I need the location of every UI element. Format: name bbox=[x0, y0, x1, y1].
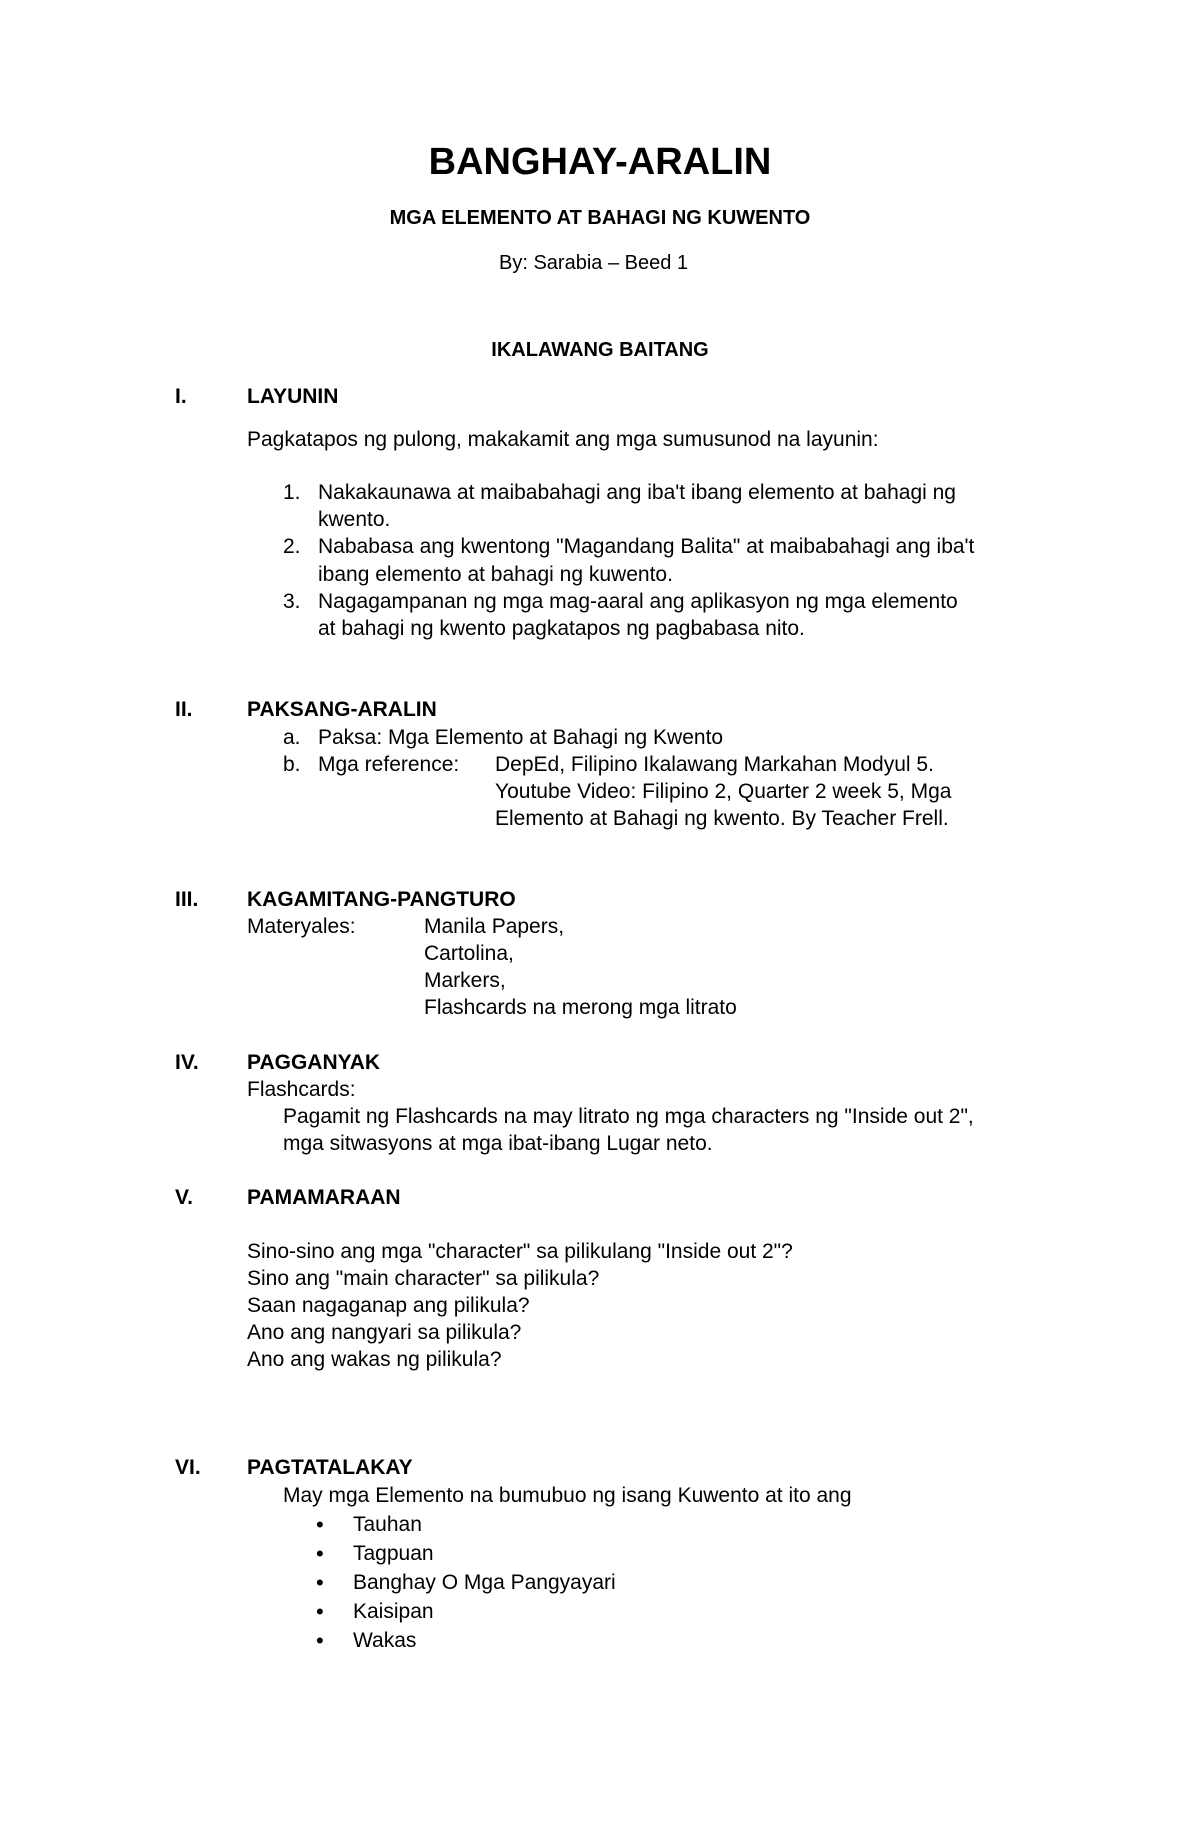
materyales-item: Cartolina, bbox=[424, 942, 514, 965]
question-line: Saan nagaganap ang pilikula? bbox=[247, 1294, 530, 1317]
question-line: Ano ang wakas ng pilikula? bbox=[247, 1348, 502, 1371]
element-item: Banghay O Mga Pangyayari bbox=[353, 1571, 616, 1594]
reference-line: DepEd, Filipino Ikalawang Markahan Modyul 5. bbox=[495, 753, 934, 776]
layunin-intro: Pagkatapos ng pulong, makakamit ang mga sumusunod na layunin: bbox=[247, 428, 879, 451]
pagtatalakay-intro: May mga Elemento na bumubuo ng isang Kuwento at ito ang bbox=[283, 1484, 852, 1507]
element-item: Tauhan bbox=[353, 1513, 422, 1536]
document-title: BANGHAY-ARALIN bbox=[428, 141, 772, 183]
list-marker: b. bbox=[283, 753, 301, 776]
section-number: V. bbox=[175, 1186, 193, 1209]
section-number: VI. bbox=[175, 1456, 201, 1479]
list-number: 2. bbox=[283, 535, 301, 558]
paksa-text: Paksa: Mga Elemento at Bahagi ng Kwento bbox=[318, 726, 724, 749]
bullet-icon: • bbox=[316, 1599, 324, 1624]
reference-label: Mga reference: bbox=[318, 753, 460, 776]
materyales-item: Manila Papers, bbox=[424, 915, 565, 938]
section-heading-kagamitang-pangturo: KAGAMITANG-PANGTURO bbox=[247, 888, 516, 911]
materyales-label: Materyales: bbox=[247, 915, 356, 938]
question-line: Ano ang nangyari sa pilikula? bbox=[247, 1321, 522, 1344]
bullet-icon: • bbox=[316, 1628, 324, 1653]
reference-line: Youtube Video: Filipino 2, Quarter 2 week 5, Mga bbox=[495, 780, 952, 803]
list-number: 3. bbox=[283, 590, 301, 613]
grade-level: IKALAWANG BAITANG bbox=[491, 339, 709, 361]
list-number: 1. bbox=[283, 481, 301, 504]
section-number: IV. bbox=[175, 1051, 199, 1074]
reference-line: Elemento at Bahagi ng kwento. By Teacher Frell. bbox=[495, 807, 949, 830]
section-heading-pagtatalakay: PAGTATALAKAY bbox=[247, 1456, 413, 1479]
element-item: Kaisipan bbox=[353, 1600, 434, 1623]
bullet-icon: • bbox=[316, 1570, 324, 1595]
flashcards-label: Flashcards: bbox=[247, 1078, 356, 1101]
section-heading-layunin: LAYUNIN bbox=[247, 385, 339, 408]
section-heading-pamamaraan: PAMAMARAAN bbox=[247, 1186, 401, 1209]
materyales-item: Markers, bbox=[424, 969, 506, 992]
list-item-text: Nagagampanan ng mga mag-aaral ang aplikasyon ng mga elemento bbox=[318, 590, 958, 613]
section-heading-paksang-aralin: PAKSANG-ARALIN bbox=[247, 698, 437, 721]
section-number: III. bbox=[175, 888, 199, 911]
section-number: II. bbox=[175, 698, 193, 721]
document-subtitle: MGA ELEMENTO AT BAHAGI NG KUWENTO bbox=[389, 207, 811, 229]
element-item: Wakas bbox=[353, 1629, 417, 1652]
question-line: Sino-sino ang mga "character" sa pilikulang "Inside out 2"? bbox=[247, 1240, 793, 1263]
materyales-item: Flashcards na merong mga litrato bbox=[424, 996, 737, 1019]
section-heading-pagganyak: PAGGANYAK bbox=[247, 1051, 381, 1074]
list-item-text: ibang elemento at bahagi ng kuwento. bbox=[318, 563, 673, 586]
pagganyak-text: Pagamit ng Flashcards na may litrato ng mga characters ng "Inside out 2", bbox=[283, 1105, 974, 1128]
list-item-text: at bahagi ng kwento pagkatapos ng pagbabasa nito. bbox=[318, 617, 805, 640]
element-item: Tagpuan bbox=[353, 1542, 434, 1565]
bullet-icon: • bbox=[316, 1512, 324, 1537]
pagganyak-text: mga sitwasyons at mga ibat-ibang Lugar neto. bbox=[283, 1132, 713, 1155]
list-item-text: kwento. bbox=[318, 508, 391, 531]
section-number: I. bbox=[175, 385, 187, 408]
bullet-icon: • bbox=[316, 1541, 324, 1566]
list-item-text: Nababasa ang kwentong "Magandang Balita" at maibabahagi ang iba't bbox=[318, 535, 975, 558]
byline: By: Sarabia – Beed 1 bbox=[499, 252, 689, 274]
list-marker: a. bbox=[283, 726, 301, 749]
question-line: Sino ang "main character" sa pilikula? bbox=[247, 1267, 600, 1290]
list-item-text: Nakakaunawa at maibabahagi ang iba't ibang elemento at bahagi ng bbox=[318, 481, 956, 504]
